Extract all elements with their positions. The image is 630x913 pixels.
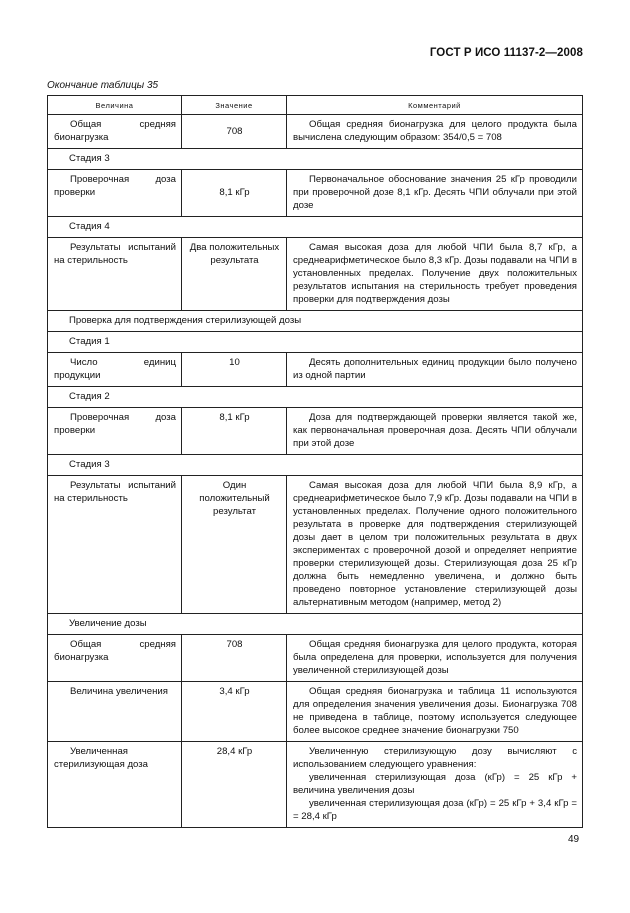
col-header-quantity: Величина [48,96,182,115]
section-title: Стадия 3 [48,455,583,476]
col-header-comment: Комментарий [287,96,583,115]
value-cell: 10 [182,353,287,387]
comment-cell: Десять дополнительных единиц продукции было получено из одной партии [287,353,583,387]
section-title: Стадия 3 [48,149,583,170]
quantity-cell: Общая средняя бионагрузка [48,115,182,149]
value-cell: 8,1 кГр [182,408,287,455]
value-cell: 8,1 кГр [182,170,287,217]
quantity-cell: Результаты испытаний на стерильность [48,238,182,311]
table-row [48,476,583,614]
table-caption: Окончание таблицы 35 [47,80,159,91]
table-row [48,682,583,742]
table-row [48,353,583,387]
quantity-cell: Число единиц продукции [48,353,182,387]
value-cell: 708 [182,635,287,682]
table-row [48,170,583,217]
comment-cell: Общая средняя бионагрузка и таблица 11 используются для определения значения увеличения дозы. Бионагрузка 708 не приведена в таблице, поэтому используется следующее более высокое среднее значение бионагрузки 750 [287,682,583,742]
comment-cell: Общая средняя бионагрузка для целого продукта, которая была определена для проверки, используется для получения увеличенной стерилизующей дозы [287,635,583,682]
section-row [48,332,583,353]
table-row [48,238,583,311]
section-row [48,455,583,476]
section-row [48,311,583,332]
comment-cell [287,742,583,828]
comment-paragraph: увеличенная стерилизующая доза (кГр) = 25 кГр + величина увеличения дозы [293,772,577,796]
comment-cell: Общая средняя бионагрузка для целого продукта была вычислена следующим образом: 354/0,5 = 708 [287,115,583,149]
section-row [48,217,583,238]
comment-cell: Самая высокая доза для любой ЧПИ была 8,7 кГр, а среднеарифметическое было 8,3 кГр. Дозы подавали на ЧПИ в установленных пределах. Получение двух положительных результатов испытания на стерильность требует проведения проверки для подтверждения дозы [287,238,583,311]
comment-paragraph: увеличенная стерилизующая доза (кГр) = 25 кГр + 3,4 кГр = = 28,4 кГр [293,798,577,822]
table-header-row [48,96,583,115]
col-header-value: Значение [182,96,287,115]
quantity-cell: Общая средняя бионагрузка [48,635,182,682]
section-title: Увеличение дозы [48,614,583,635]
value-cell: 28,4 кГр [182,742,287,828]
value-cell: Два положительных результата [182,238,287,311]
comment-cell: Самая высокая доза для любой ЧПИ была 8,9 кГр, а среднеарифметическое было 7,9 кГр. Дозы подавали на ЧПИ в установленных пределах. Получение одного положительного результата в проверке для подтверждения стерилизующей дозы дает в целом три положительных результата в двух экспериментах с проверочной дозой и определяет неприятие проверки стерилизующей дозы. Стерилизующая доза 25 кГр должна быть немедленно увеличена, и должно быть проведено повторное установление стерилизующей дозы альтернативным методом (например, метод 2) [287,476,583,614]
value-cell: 708 [182,115,287,149]
table-row [48,115,583,149]
page-number: 49 [568,834,580,845]
quantity-cell: Результаты испытаний на стерильность [48,476,182,614]
quantity-cell: Увеличенная стерилизующая доза [48,742,182,828]
table-row [48,408,583,455]
section-title: Стадия 1 [48,332,583,353]
value-cell: Один положительный результат [182,476,287,614]
comment-cell: Первоначальное обоснование значения 25 кГр проводили при проверочной дозе 8,1 кГр. Десять ЧПИ облучали при этой дозе [287,170,583,217]
comment-cell: Доза для подтверждающей проверки является такой же, как первоначальная проверочная доза. Десять ЧПИ облучали при этой дозе [287,408,583,455]
standard-header: ГОСТ Р ИСО 11137-2—2008 [429,47,583,59]
section-row [48,614,583,635]
table-row [48,742,583,828]
table-35 [47,95,583,828]
quantity-cell: Проверочная доза проверки [48,408,182,455]
section-row [48,149,583,170]
table-row [48,635,583,682]
comment-paragraph: Увеличенную стерилизующую дозу вычисляют с использованием следующего уравнения: [293,746,577,770]
value-cell: 3,4 кГр [182,682,287,742]
section-title: Стадия 2 [48,387,583,408]
section-row [48,387,583,408]
section-title: Стадия 4 [48,217,583,238]
quantity-cell: Величина увеличения [48,682,182,742]
quantity-cell: Проверочная доза проверки [48,170,182,217]
table-body [48,115,583,828]
section-title: Проверка для подтверждения стерилизующей дозы [48,311,583,332]
